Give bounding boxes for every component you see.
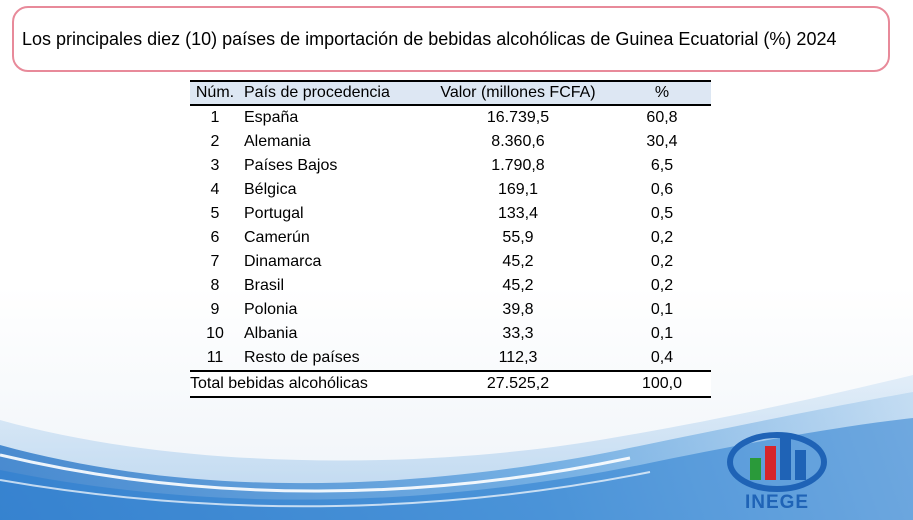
cell-value: 133,4 [497,205,539,222]
table-row [190,346,711,371]
cell-country: Portugal [244,205,304,222]
table-row [190,130,711,154]
cell-country: Albania [244,325,298,342]
total-value: 27.525,2 [486,375,550,392]
cell-percent: 0,4 [650,349,674,366]
cell-num: 9 [210,301,220,318]
cell-value: 1.790,8 [491,157,545,174]
cell-country: Polonia [244,301,298,318]
cell-num: 6 [210,229,220,246]
cell-percent: 0,2 [650,253,674,270]
header-country: País de procedencia [244,84,390,101]
logo-text: INEGE [744,492,810,513]
cell-percent: 0,1 [650,301,674,318]
inege-logo [722,428,832,516]
cell-value: 16.739,5 [486,109,550,126]
cell-value: 8.360,6 [491,133,545,150]
cell-percent: 60,8 [646,109,678,126]
imports-table-container [190,80,711,398]
cell-value: 169,1 [497,181,539,198]
table-row [190,105,711,130]
cell-num: 11 [206,349,224,366]
cell-country: Brasil [244,277,285,294]
cell-percent: 0,1 [650,325,674,342]
header-percent: % [654,84,670,101]
cell-country: Dinamarca [244,253,322,270]
cell-percent: 6,5 [650,157,674,174]
cell-num: 3 [210,157,220,174]
title-box [12,6,890,72]
cell-num: 8 [210,277,220,294]
cell-value: 33,3 [502,325,534,342]
cell-num: 5 [210,205,220,222]
cell-country: Alemania [244,133,311,150]
cell-num: 10 [206,325,224,342]
cell-percent: 0,6 [650,181,674,198]
cell-percent: 0,2 [650,229,674,246]
table-header [190,81,711,105]
table-row [190,202,711,226]
table-row [190,298,711,322]
cell-country: Camerún [244,229,310,246]
table-body [190,105,711,397]
table-row [190,154,711,178]
total-label: Total bebidas alcohólicas [190,375,368,392]
cell-percent: 0,5 [650,205,674,222]
cell-value: 55,9 [502,229,534,246]
cell-num: 4 [210,181,220,198]
cell-percent: 30,4 [646,133,678,150]
cell-value: 45,2 [502,253,534,270]
total-row [190,371,711,397]
table-row [190,226,711,250]
cell-country: España [244,109,299,126]
table-row [190,322,711,346]
cell-value: 112,3 [498,349,538,366]
cell-num: 7 [210,253,220,270]
cell-country: Bélgica [244,181,297,198]
table-row [190,250,711,274]
cell-value: 39,8 [502,301,534,318]
cell-country: Resto de países [244,349,360,366]
header-value: Valor (millones FCFA) [440,84,596,101]
table-row [190,274,711,298]
total-percent: 100,0 [641,375,683,392]
imports-table [190,80,711,398]
cell-country: Países Bajos [244,157,338,174]
cell-num: 2 [210,133,220,150]
page-title: Los principales diez (10) países de importación de bebidas alcohólicas de Guinea Ecuatorial (%) 2024 [22,28,837,49]
cell-num: 1 [210,109,220,126]
table-row [190,178,711,202]
cell-percent: 0,2 [650,277,674,294]
inege-logo-icon [722,428,832,494]
header-num: Núm. [195,84,235,101]
cell-value: 45,2 [502,277,534,294]
